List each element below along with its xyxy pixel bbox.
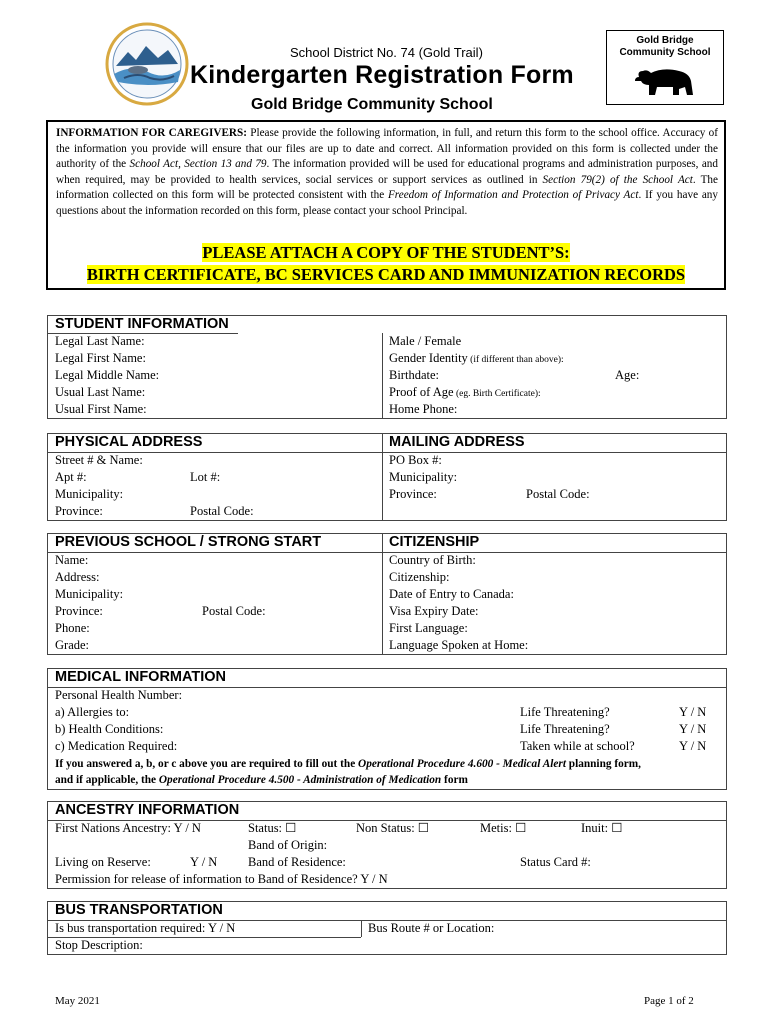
home-language-field[interactable]: Language Spoken at Home: <box>389 638 529 652</box>
ancestry-heading: ANCESTRY INFORMATION <box>55 802 240 818</box>
proof-of-age-field[interactable]: Proof of Age (eg. Birth Certificate): <box>389 385 541 399</box>
medical-note-line-1: If you answered a, b, or c above you are required to fill out the Operational Procedure 4.600 - Medical Alert planning form, <box>55 758 641 770</box>
province-field[interactable]: Province: <box>55 504 103 518</box>
mailing-province-field[interactable]: Province: <box>389 487 437 501</box>
status-checkbox[interactable]: Status: ☐ <box>248 821 297 835</box>
previous-school-phone-field[interactable]: Phone: <box>55 621 90 635</box>
form-title: Kindergarten Registration Form <box>190 61 574 89</box>
school-badge <box>606 30 724 105</box>
medical-note-line-2: and if applicable, the Operational Procedure 4.500 - Administration of Medication form <box>55 774 468 786</box>
info-p2: . The information provided will be used for educational programs and administration purposes, and when required, may be provided to health services, social services or support services as outlined in <box>56 158 718 186</box>
medication-yn-choice[interactable]: Y / N <box>679 739 707 753</box>
status-card-field[interactable]: Status Card #: <box>520 855 591 869</box>
info-p4: . If you have any questions about the information recorded on this form, please contact your school Principal. <box>56 189 718 217</box>
usual-last-name-field[interactable]: Usual Last Name: <box>55 385 146 399</box>
citizenship-field[interactable]: Citizenship: <box>389 570 450 584</box>
living-on-reserve-label: Living on Reserve: <box>55 855 151 869</box>
legal-first-name-field[interactable]: Legal First Name: <box>55 351 146 365</box>
band-permission-field[interactable]: Permission for release of information to Band of Residence? Y / N <box>55 872 388 886</box>
attach-line-2: BIRTH CERTIFICATE, BC SERVICES CARD AND IMMUNIZATION RECORDS <box>86 265 686 284</box>
previous-school-citizenship-section <box>47 533 727 655</box>
home-phone-field[interactable]: Home Phone: <box>389 402 458 416</box>
previous-school-name-field[interactable]: Name: <box>55 553 89 567</box>
usual-first-name-field[interactable]: Usual First Name: <box>55 402 147 416</box>
municipality-field[interactable]: Municipality: <box>55 487 124 501</box>
medication-field[interactable]: c) Medication Required: <box>55 739 178 753</box>
caregiver-info-text <box>56 126 718 220</box>
badge-line-2: Community School <box>619 47 711 58</box>
street-field[interactable]: Street # & Name: <box>55 453 143 467</box>
metis-checkbox[interactable]: Metis: ☐ <box>480 821 527 835</box>
previous-school-municipality-field[interactable]: Municipality: <box>55 587 124 601</box>
legal-middle-name-field[interactable]: Legal Middle Name: <box>55 368 160 382</box>
bus-transportation-section <box>47 901 727 955</box>
info-p3: . The information collected on this form will be protected consistent with the <box>56 173 718 202</box>
previous-school-province-field[interactable]: Province: <box>55 604 103 618</box>
allergy-yn-choice[interactable]: Y / N <box>679 705 707 719</box>
student-info-heading: STUDENT INFORMATION <box>55 316 229 332</box>
badge-line-1: Gold Bridge <box>636 35 694 46</box>
mailing-municipality-field[interactable]: Municipality: <box>389 470 458 484</box>
postal-code-field[interactable]: Postal Code: <box>190 504 254 518</box>
first-language-field[interactable]: First Language: <box>389 621 468 635</box>
mailing-postal-code-field[interactable]: Postal Code: <box>526 487 590 501</box>
bus-route-field[interactable]: Bus Route # or Location: <box>368 921 495 935</box>
country-of-birth-field[interactable]: Country of Birth: <box>389 553 476 567</box>
student-information-section <box>47 315 727 419</box>
po-box-field[interactable]: PO Box #: <box>389 453 442 467</box>
stop-description-field[interactable]: Stop Description: <box>55 938 143 952</box>
health-conditions-field[interactable]: b) Health Conditions: <box>55 722 164 736</box>
age-field[interactable]: Age: <box>615 368 640 382</box>
taken-at-school-label: Taken while at school? <box>520 739 635 753</box>
birthdate-field[interactable]: Birthdate: <box>389 368 439 382</box>
district-logo <box>98 22 196 106</box>
living-on-reserve-choice[interactable]: Y / N <box>190 855 218 869</box>
caregiver-info-box <box>46 120 726 290</box>
health-number-field[interactable]: Personal Health Number: <box>55 688 183 702</box>
inuit-checkbox[interactable]: Inuit: ☐ <box>581 821 623 835</box>
sex-field[interactable]: Male / Female <box>389 334 462 348</box>
address-section <box>47 433 727 521</box>
legal-last-name-field[interactable]: Legal Last Name: <box>55 334 145 348</box>
gender-identity-field[interactable]: Gender Identity (if different than above): <box>389 351 564 365</box>
info-lead: INFORMATION FOR CAREGIVERS: <box>56 127 247 139</box>
medical-heading: MEDICAL INFORMATION <box>55 669 227 685</box>
band-of-origin-field[interactable]: Band of Origin: <box>248 838 328 852</box>
info-act2: Section 79(2) of the School Act <box>542 173 693 186</box>
non-status-checkbox[interactable]: Non Status: ☐ <box>356 821 430 835</box>
ancestry-section <box>47 801 727 889</box>
bus-heading: BUS TRANSPORTATION <box>55 902 223 918</box>
visa-expiry-field[interactable]: Visa Expiry Date: <box>389 604 479 618</box>
citizenship-heading: CITIZENSHIP <box>389 534 480 550</box>
condition-yn-choice[interactable]: Y / N <box>679 722 707 736</box>
date-of-entry-field[interactable]: Date of Entry to Canada: <box>389 587 514 601</box>
bus-required-field[interactable]: Is bus transportation required: Y / N <box>55 921 236 935</box>
school-name: Gold Bridge Community School <box>251 96 493 113</box>
previous-school-postal-field[interactable]: Postal Code: <box>202 604 266 618</box>
info-p1: Please provide the following information, in full, and return this form to the school office. Accuracy of the information you provide will ensure that our files are up to date and correct. All information provided on this form is collected under the authority of the <box>56 127 718 171</box>
district-name: School District No. 74 (Gold Trail) <box>290 45 483 60</box>
apt-field[interactable]: Apt #: <box>55 470 87 484</box>
previous-school-address-field[interactable]: Address: <box>55 570 100 584</box>
condition-life-threatening-label: Life Threatening? <box>520 722 610 736</box>
physical-address-heading: PHYSICAL ADDRESS <box>55 434 203 450</box>
info-act1: School Act, Section 13 and 79 <box>129 158 267 171</box>
allergy-life-threatening-label: Life Threatening? <box>520 705 610 719</box>
mailing-address-heading: MAILING ADDRESS <box>389 434 525 450</box>
allergies-field[interactable]: a) Allergies to: <box>55 705 130 719</box>
medical-information-section <box>47 668 727 790</box>
footer-date: May 2021 <box>55 995 100 1007</box>
lot-field[interactable]: Lot #: <box>190 470 221 484</box>
info-act3: Freedom of Information and Protection of Privacy Act <box>387 189 639 202</box>
attach-line-1: PLEASE ATTACH A COPY OF THE STUDENT’S: <box>202 243 570 262</box>
previous-school-heading: PREVIOUS SCHOOL / STRONG START <box>55 534 322 550</box>
footer-page-number: Page 1 of 2 <box>644 995 694 1007</box>
band-of-residence-field[interactable]: Band of Residence: <box>248 855 346 869</box>
bear-icon <box>633 65 697 99</box>
previous-school-grade-field[interactable]: Grade: <box>55 638 90 652</box>
first-nations-ancestry-field[interactable]: First Nations Ancestry: Y / N <box>55 821 201 835</box>
